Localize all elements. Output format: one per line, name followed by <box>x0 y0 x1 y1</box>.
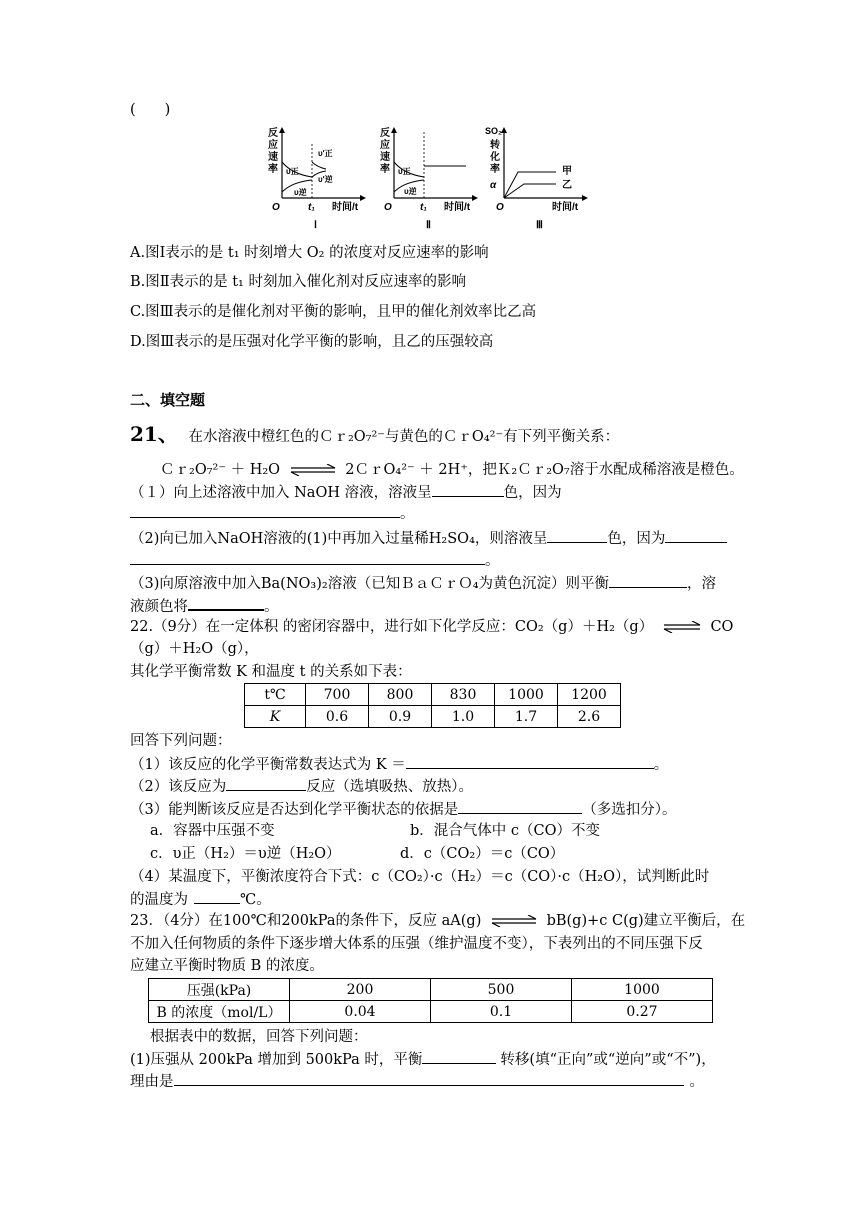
q21-p1c: 。 <box>400 506 415 522</box>
q23-ask: 根据表中的数据，回答下列问题： <box>150 1029 368 1045</box>
q22-s2b: 反应（选填吸热、放热）。 <box>306 779 473 795</box>
table-cell: t℃ <box>245 684 306 706</box>
q21-blank-6[interactable] <box>609 573 687 588</box>
q22-s1b: 。 <box>653 757 669 773</box>
q22-opt-c: c．υ正（H₂）＝υ逆（H₂O） <box>150 846 341 862</box>
table-row <box>149 1001 713 1023</box>
q23-line1: 23．（4分）在100℃和200kPa的条件下，反应 aA(g) <box>130 913 482 929</box>
fig3-alpha: α <box>490 180 497 191</box>
figure-1 <box>262 122 372 232</box>
q22-opt-b: b．混合气体中 c（CO）不变 <box>410 823 600 839</box>
section-title: 二、填空题 <box>130 391 206 409</box>
q22-blank-4[interactable] <box>194 889 240 904</box>
table-cell: B 的浓度（mol/L） <box>149 1001 290 1023</box>
q21-blank-1[interactable] <box>432 482 504 497</box>
table-cell: 2.6 <box>558 706 621 728</box>
fig1-ylabel-2: 应 <box>268 140 278 151</box>
q21-eq-left: Ｃｒ₂O₇²⁻ ＋ H₂O <box>160 462 281 478</box>
q23-table <box>148 978 713 1023</box>
fig1-t1: t₁ <box>308 202 315 213</box>
q22-s3a: （3）能判断该反应是否达到化学平衡状态的依据是 <box>130 802 459 818</box>
option-c: C.图Ⅲ表示的是催化剂对平衡的影响，且甲的催化剂效率比乙高 <box>130 304 537 320</box>
q23-s1a: (1)压强从 200kPa 增加到 500kPa 时，平衡 <box>130 1052 423 1068</box>
fig1-vfwd: υ正 <box>286 167 299 176</box>
q23-s1b: 转移(填“正向”或“逆向”或“不”)， <box>500 1052 716 1068</box>
q22-s2a: （2）该反应为 <box>130 779 227 795</box>
q22-s4a: （4）某温度下，平衡浓度符合下式：c（CO₂）·c（H₂）＝c（CO）·c（H₂O），试判断此时 <box>130 869 710 885</box>
fig3-ylabel-4: 率 <box>490 164 500 175</box>
q21-blank-7[interactable] <box>188 595 264 611</box>
q22-blank-3[interactable] <box>458 799 582 814</box>
q22-opt-a: a．容器中压强不变 <box>150 823 275 839</box>
table-cell: 830 <box>432 684 495 706</box>
q21-blank-5[interactable] <box>130 550 485 565</box>
q22-blank-2[interactable] <box>226 776 306 791</box>
option-b: B.图Ⅱ表示的是 t₁ 时刻加入催化剂对反应速率的影响 <box>130 274 466 290</box>
q21-blank-3[interactable] <box>547 528 607 543</box>
fig2-vfwd: υ正 <box>398 167 411 176</box>
fig3-roman: Ⅲ <box>536 220 543 231</box>
q21-p2b: 色，因为 <box>607 531 666 547</box>
q22-table <box>244 683 621 728</box>
q22-blank-1[interactable] <box>406 754 654 769</box>
table-row <box>149 979 713 1001</box>
fig3-ylabel-3: 化 <box>490 152 500 163</box>
q22-line3: 其化学平衡常数 K 和温度 t 的关系如下表： <box>130 664 412 680</box>
fig2-ylabel-2: 应 <box>380 140 390 151</box>
fig2-xlabel: 时间/t <box>444 202 471 213</box>
q22-s4b: 的温度为 <box>130 892 188 908</box>
fig1-vfwd2: υ′正 <box>318 149 333 158</box>
q21-p3a: （3)向原溶液中加入Ba(NO₃)₂溶液（已知ＢａＣｒＯ₄为黄色沉淀）则平衡 <box>130 576 610 592</box>
table-cell: 1.7 <box>495 706 558 728</box>
table-row <box>245 706 621 728</box>
fig1-roman: Ⅰ <box>314 220 317 231</box>
fig3-ylabel-1: SO₂ <box>485 126 503 136</box>
table-cell: 500 <box>431 979 572 1001</box>
option-d: D.图Ⅲ表示的是压强对化学平衡的影响，且乙的压强较高 <box>130 334 494 350</box>
q22-s3b: （多选扣分）。 <box>582 802 677 818</box>
q23-s1d: 。 <box>689 1074 704 1090</box>
fig3-ylabel-2: 转 <box>490 140 500 151</box>
table-cell: 压强(kPa) <box>149 979 290 1001</box>
fig3-jia: 甲 <box>562 166 572 177</box>
fig2-origin: O <box>384 202 392 213</box>
table-cell: 800 <box>369 684 432 706</box>
q21-p3b: ，溶 <box>687 576 717 592</box>
q22-line1: 22.（9分）在一定体积 的密闭容器中，进行如下化学反应：CO₂（g）＋H₂（g） <box>130 619 654 635</box>
q23-line2: 不加入任何物质的条件下逐步增大体系的压强（维护温度不变），下表列出的不同压强下反 <box>130 936 703 952</box>
table-cell: K <box>245 706 306 728</box>
fig3-origin: O <box>496 202 504 213</box>
q21-p1a: （１）向上述溶液中加入 NaOH 溶液，溶液呈 <box>130 485 432 501</box>
q21-blank-2[interactable] <box>130 503 400 518</box>
q23-s1c: 理由是 <box>130 1074 174 1090</box>
fig1-origin: O <box>272 202 280 213</box>
table-cell: 200 <box>290 979 431 1001</box>
q23-blank-2[interactable] <box>174 1071 684 1086</box>
table-cell: 700 <box>306 684 369 706</box>
q21-number: 21、 <box>130 422 178 446</box>
table-cell: 0.1 <box>431 1001 572 1023</box>
q21-intro: 在水溶液中橙红色的Ｃｒ₂O₇²⁻与黄色的ＣｒO₄²⁻有下列平衡关系： <box>188 429 620 445</box>
fig2-roman: Ⅱ <box>426 220 431 231</box>
fig3-xlabel: 时间/t <box>552 202 579 213</box>
fig2-ylabel-1: 反 <box>380 128 390 139</box>
q21-p3d: 。 <box>264 599 279 615</box>
q22-opt-d: d．c（CO₂）＝c（CO） <box>400 846 565 862</box>
fig1-ylabel-3: 速 <box>268 152 278 163</box>
table-cell: 1.0 <box>432 706 495 728</box>
fig2-ylabel-4: 率 <box>380 164 390 175</box>
q21-p2a: （2)向已加入NaOH溶液的(1)中再加入过量稀H₂SO₄，则溶液呈 <box>130 531 548 547</box>
fig3-yi: 乙 <box>562 180 572 191</box>
table-cell: 0.27 <box>572 1001 713 1023</box>
answer-paren: ( ) <box>130 102 171 118</box>
table-cell: 0.9 <box>369 706 432 728</box>
q21-p2c: 。 <box>485 553 500 569</box>
table-cell: 0.6 <box>306 706 369 728</box>
fig1-vrev2: υ′逆 <box>318 175 333 184</box>
fig2-vrev: υ逆 <box>404 187 417 196</box>
fig2-ylabel-3: 速 <box>380 152 390 163</box>
table-cell: 1000 <box>572 979 713 1001</box>
q23-line3: 应建立平衡时物质 B 的浓度。 <box>130 958 324 974</box>
table-cell: 1000 <box>495 684 558 706</box>
table-cell: 1200 <box>558 684 621 706</box>
q21-p3c: 液颜色将 <box>130 599 188 615</box>
q22-s4c: ℃。 <box>240 892 271 908</box>
figure-2 <box>374 122 484 232</box>
figure-3 <box>484 122 594 232</box>
q21-eq-right: 2ＣｒO₄²⁻ ＋ 2H⁺，把Ｋ₂Ｃｒ₂O₇溶于水配成稀溶液是橙色。 <box>345 462 744 478</box>
equilibrium-arrow-icon <box>490 915 538 927</box>
q22-line2: （g）＋H₂O（g）， <box>130 641 259 657</box>
fig1-vrev: υ逆 <box>294 188 307 197</box>
fig1-xlabel: 时间/t <box>332 202 359 213</box>
q23-blank-1[interactable] <box>422 1049 496 1064</box>
q22-ask: 回答下列问题： <box>130 733 232 749</box>
fig1-ylabel-4: 率 <box>268 164 278 175</box>
table-cell: 0.04 <box>290 1001 431 1023</box>
q23-line1-right: bB(g)+c C(g)建立平衡后，在 <box>546 913 746 929</box>
equilibrium-arrow-icon <box>289 464 337 476</box>
q21-blank-4[interactable] <box>665 528 727 543</box>
equilibrium-arrow-icon <box>662 621 702 633</box>
q21-p1b: 色，因为 <box>503 485 562 501</box>
fig2-t1: t₁ <box>420 202 427 213</box>
option-a: A.图Ⅰ表示的是 t₁ 时刻增大 O₂ 的浓度对反应速率的影响 <box>130 245 489 261</box>
table-row <box>245 684 621 706</box>
fig1-ylabel-1: 反 <box>268 128 278 139</box>
q22-line1-right: CO <box>710 619 734 635</box>
q22-s1a: （1）该反应的化学平衡常数表达式为 K ＝ <box>130 757 406 773</box>
